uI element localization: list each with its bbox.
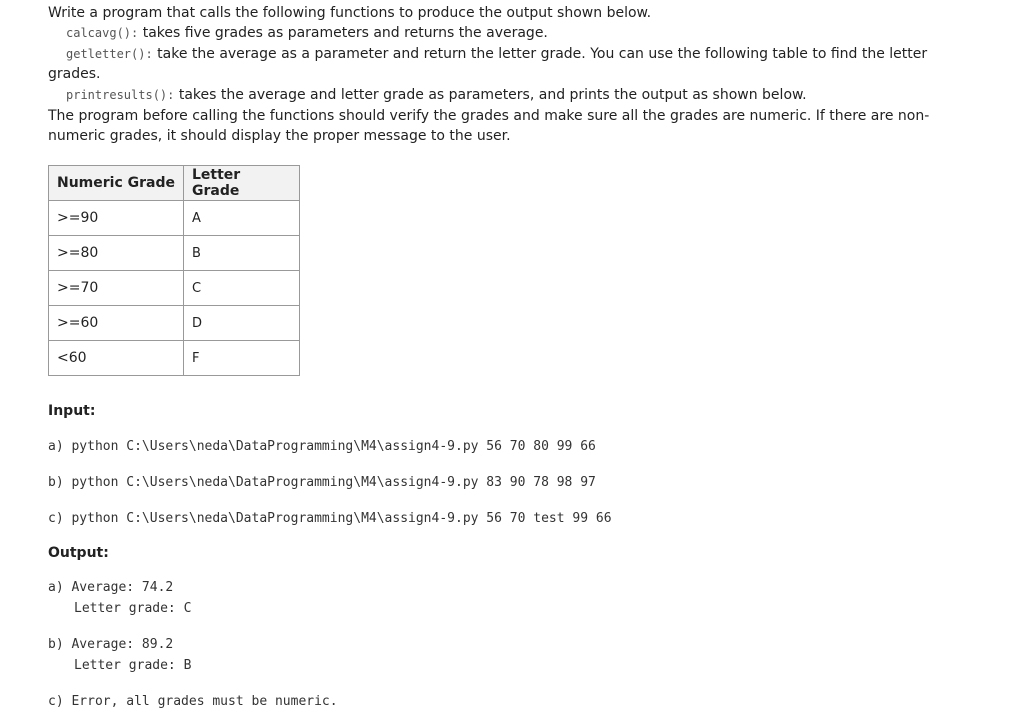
input-line-b: b) python C:\Users\neda\DataProgramming\M4\assign4-9.py 83 90 78 98 97 — [48, 475, 596, 490]
numeric-cell: >=60 — [49, 306, 184, 341]
function-name: getletter(): — [66, 47, 153, 61]
input-line-a: a) python C:\Users\neda\DataProgramming\M4\assign4-9.py 56 70 80 99 66 — [48, 439, 596, 454]
letter-cell: C — [184, 271, 300, 306]
table-row — [49, 341, 300, 376]
output-heading: Output: — [48, 545, 109, 561]
output-c-error: c) Error, all grades must be numeric. — [48, 694, 338, 709]
function-getletter — [48, 44, 978, 84]
output-b-letter: Letter grade: B — [74, 658, 192, 673]
validation-paragraph: The program before calling the functions should verify the grades and make sure all the grades are numeric. If there are non-numeric grades, it should display the proper message to the user. — [48, 108, 930, 144]
letter-cell: F — [184, 341, 300, 376]
numeric-cell: >=70 — [49, 271, 184, 306]
letter-cell: A — [184, 201, 300, 236]
intro-line: Write a program that calls the following functions to produce the output shown below. — [48, 5, 652, 21]
output-b-average: b) Average: 89.2 — [48, 637, 174, 652]
output-a-letter: Letter grade: C — [74, 601, 192, 616]
function-calcavg — [66, 23, 548, 43]
numeric-cell: >=90 — [49, 201, 184, 236]
table-row — [49, 271, 300, 306]
column-header: Letter Grade — [184, 166, 300, 201]
letter-cell: D — [184, 306, 300, 341]
input-line-c: c) python C:\Users\neda\DataProgramming\M4\assign4-9.py 56 70 test 99 66 — [48, 511, 612, 526]
table-header-row — [49, 166, 300, 201]
function-name: calcavg(): — [66, 26, 139, 40]
table-row — [49, 201, 300, 236]
letter-cell: B — [184, 236, 300, 271]
function-name: printresults(): — [66, 88, 175, 102]
function-desc: takes the average and letter grade as parameters, and prints the output as shown below. — [178, 87, 807, 103]
function-desc: takes five grades as parameters and returns the average. — [142, 25, 548, 41]
table-row — [49, 306, 300, 341]
column-header: Numeric Grade — [49, 166, 184, 201]
numeric-cell: <60 — [49, 341, 184, 376]
grade-table — [48, 165, 300, 376]
function-printresults — [66, 85, 807, 105]
numeric-cell: >=80 — [49, 236, 184, 271]
table-row — [49, 236, 300, 271]
output-a-average: a) Average: 74.2 — [48, 580, 174, 595]
input-heading: Input: — [48, 403, 96, 419]
function-desc: take the average as a parameter and return the letter grade. You can use the following table to find the letter grades. — [48, 46, 928, 82]
